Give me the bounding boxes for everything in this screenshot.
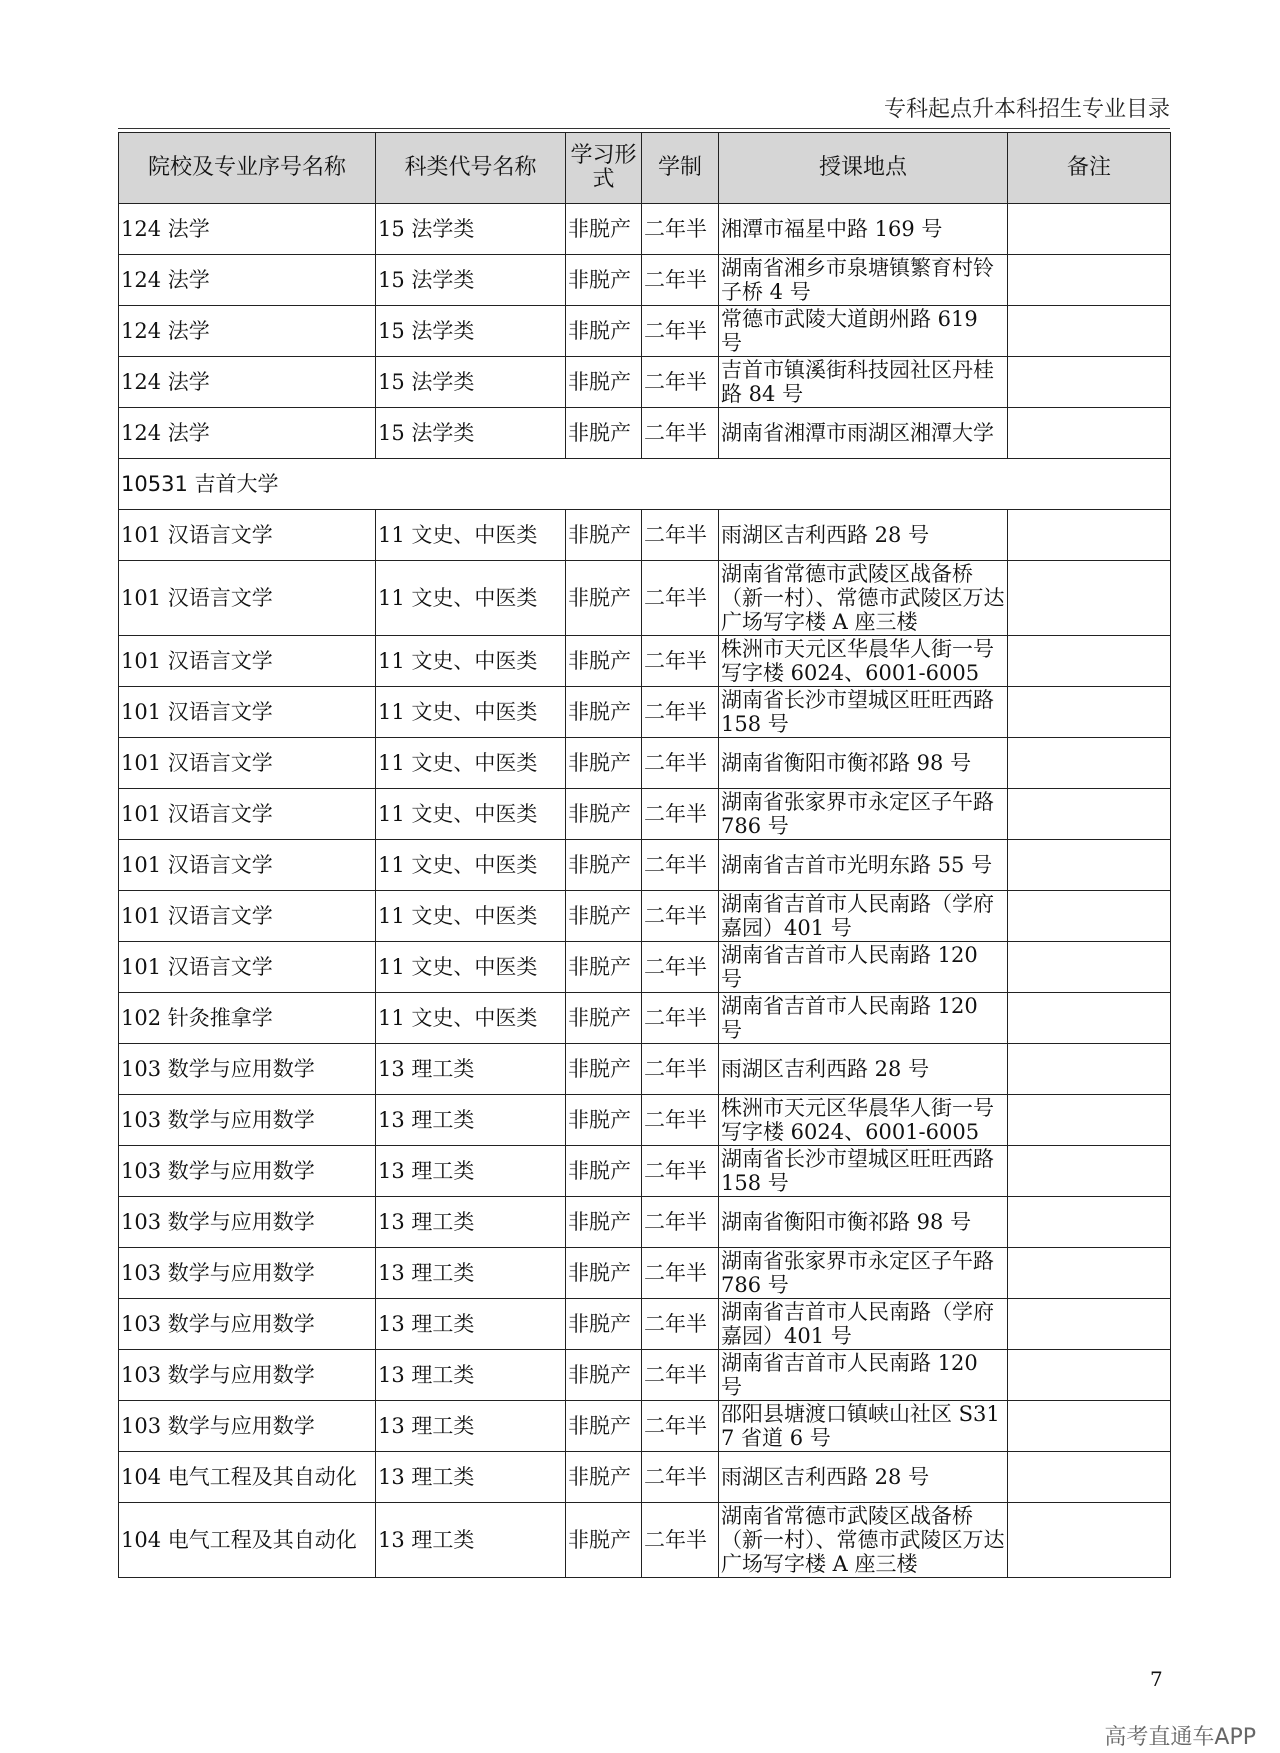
cell-category: 13 理工类 <box>376 1401 566 1452</box>
cell-major: 101 汉语言文学 <box>119 789 376 840</box>
col-header-duration: 学制 <box>642 133 719 204</box>
cell-duration: 二年半 <box>642 1044 719 1095</box>
cell-category: 15 法学类 <box>376 408 566 459</box>
table-row <box>119 1350 1171 1401</box>
table-body <box>119 204 1171 1578</box>
table-row <box>119 1095 1171 1146</box>
cell-mode: 非脱产 <box>566 636 642 687</box>
cell-note <box>1008 1197 1171 1248</box>
enrollment-table <box>118 132 1171 1578</box>
cell-duration: 二年半 <box>642 1401 719 1452</box>
cell-note <box>1008 1095 1171 1146</box>
cell-location: 湖南省张家界市永定区子午路 786 号 <box>719 789 1008 840</box>
cell-note <box>1008 891 1171 942</box>
cell-location: 湖南省吉首市人民南路（学府嘉园）401 号 <box>719 1299 1008 1350</box>
table-row <box>119 510 1171 561</box>
cell-note <box>1008 1503 1171 1578</box>
cell-major: 101 汉语言文学 <box>119 942 376 993</box>
cell-duration: 二年半 <box>642 255 719 306</box>
cell-major: 103 数学与应用数学 <box>119 1248 376 1299</box>
cell-mode: 非脱产 <box>566 1299 642 1350</box>
cell-duration: 二年半 <box>642 1350 719 1401</box>
cell-note <box>1008 738 1171 789</box>
cell-location: 湖南省张家界市永定区子午路 786 号 <box>719 1248 1008 1299</box>
cell-mode: 非脱产 <box>566 1044 642 1095</box>
cell-category: 15 法学类 <box>376 255 566 306</box>
cell-mode: 非脱产 <box>566 1095 642 1146</box>
cell-location: 湖南省长沙市望城区旺旺西路 158 号 <box>719 1146 1008 1197</box>
cell-category: 13 理工类 <box>376 1452 566 1503</box>
cell-mode: 非脱产 <box>566 942 642 993</box>
table-row <box>119 1401 1171 1452</box>
cell-category: 11 文史、中医类 <box>376 738 566 789</box>
table-row <box>119 1146 1171 1197</box>
cell-location: 吉首市镇溪街科技园社区丹桂路 84 号 <box>719 357 1008 408</box>
cell-duration: 二年半 <box>642 357 719 408</box>
table-row <box>119 1044 1171 1095</box>
cell-duration: 二年半 <box>642 510 719 561</box>
cell-note <box>1008 1248 1171 1299</box>
col-header-mode: 学习形式 <box>566 133 642 204</box>
cell-note <box>1008 1401 1171 1452</box>
cell-category: 11 文史、中医类 <box>376 942 566 993</box>
col-header-location: 授课地点 <box>719 133 1008 204</box>
cell-note <box>1008 408 1171 459</box>
cell-duration: 二年半 <box>642 1299 719 1350</box>
cell-category: 11 文史、中医类 <box>376 891 566 942</box>
table-row <box>119 357 1171 408</box>
cell-major: 104 电气工程及其自动化 <box>119 1503 376 1578</box>
cell-duration: 二年半 <box>642 1095 719 1146</box>
page-number: 7 <box>1150 1667 1163 1691</box>
cell-note <box>1008 306 1171 357</box>
table-row <box>119 636 1171 687</box>
table-row <box>119 1299 1171 1350</box>
cell-major: 103 数学与应用数学 <box>119 1197 376 1248</box>
cell-duration: 二年半 <box>642 204 719 255</box>
cell-major: 103 数学与应用数学 <box>119 1401 376 1452</box>
header-rule <box>118 128 1170 129</box>
cell-mode: 非脱产 <box>566 408 642 459</box>
cell-location: 湖南省吉首市光明东路 55 号 <box>719 840 1008 891</box>
cell-note <box>1008 561 1171 636</box>
table-row <box>119 993 1171 1044</box>
table-row <box>119 891 1171 942</box>
cell-mode: 非脱产 <box>566 510 642 561</box>
cell-note <box>1008 1044 1171 1095</box>
cell-category: 13 理工类 <box>376 1503 566 1578</box>
cell-location: 常德市武陵大道朗州路 619 号 <box>719 306 1008 357</box>
cell-location: 邵阳县塘渡口镇峡山社区 S317 省道 6 号 <box>719 1401 1008 1452</box>
cell-major: 124 法学 <box>119 255 376 306</box>
cell-note <box>1008 1299 1171 1350</box>
cell-category: 11 文史、中医类 <box>376 636 566 687</box>
cell-note <box>1008 687 1171 738</box>
cell-major: 101 汉语言文学 <box>119 840 376 891</box>
cell-category: 13 理工类 <box>376 1248 566 1299</box>
cell-location: 湖南省长沙市望城区旺旺西路 158 号 <box>719 687 1008 738</box>
cell-mode: 非脱产 <box>566 738 642 789</box>
cell-major: 103 数学与应用数学 <box>119 1299 376 1350</box>
table-row <box>119 1197 1171 1248</box>
table-row <box>119 204 1171 255</box>
school-row <box>119 459 1171 510</box>
cell-major: 103 数学与应用数学 <box>119 1350 376 1401</box>
table-row <box>119 738 1171 789</box>
cell-mode: 非脱产 <box>566 1452 642 1503</box>
table-row <box>119 1503 1171 1578</box>
table-row <box>119 1452 1171 1503</box>
cell-note <box>1008 840 1171 891</box>
cell-mode: 非脱产 <box>566 1248 642 1299</box>
cell-mode: 非脱产 <box>566 255 642 306</box>
cell-category: 13 理工类 <box>376 1197 566 1248</box>
cell-duration: 二年半 <box>642 636 719 687</box>
cell-category: 11 文史、中医类 <box>376 561 566 636</box>
cell-duration: 二年半 <box>642 1503 719 1578</box>
cell-location: 湖南省湘潭市雨湖区湘潭大学 <box>719 408 1008 459</box>
cell-mode: 非脱产 <box>566 1146 642 1197</box>
table-header-row <box>119 133 1171 204</box>
cell-duration: 二年半 <box>642 1197 719 1248</box>
cell-location: 湖南省湘乡市泉塘镇繁育村铃子桥 4 号 <box>719 255 1008 306</box>
cell-mode: 非脱产 <box>566 357 642 408</box>
cell-duration: 二年半 <box>642 1146 719 1197</box>
cell-mode: 非脱产 <box>566 687 642 738</box>
table-row <box>119 789 1171 840</box>
table-row <box>119 1248 1171 1299</box>
cell-mode: 非脱产 <box>566 1197 642 1248</box>
cell-category: 13 理工类 <box>376 1044 566 1095</box>
cell-location: 湘潭市福星中路 169 号 <box>719 204 1008 255</box>
cell-category: 11 文史、中医类 <box>376 687 566 738</box>
cell-mode: 非脱产 <box>566 1503 642 1578</box>
cell-category: 11 文史、中医类 <box>376 993 566 1044</box>
cell-major: 124 法学 <box>119 408 376 459</box>
cell-major: 101 汉语言文学 <box>119 636 376 687</box>
cell-category: 13 理工类 <box>376 1350 566 1401</box>
cell-category: 15 法学类 <box>376 357 566 408</box>
cell-duration: 二年半 <box>642 1248 719 1299</box>
cell-location: 湖南省衡阳市衡祁路 98 号 <box>719 1197 1008 1248</box>
cell-major: 101 汉语言文学 <box>119 891 376 942</box>
cell-location: 株洲市天元区华晨华人街一号写字楼 6024、6001-6005 <box>719 636 1008 687</box>
table-row <box>119 840 1171 891</box>
cell-location: 雨湖区吉利西路 28 号 <box>719 510 1008 561</box>
cell-note <box>1008 1452 1171 1503</box>
cell-note <box>1008 204 1171 255</box>
cell-mode: 非脱产 <box>566 1401 642 1452</box>
cell-note <box>1008 1146 1171 1197</box>
cell-mode: 非脱产 <box>566 840 642 891</box>
table-row <box>119 687 1171 738</box>
cell-category: 13 理工类 <box>376 1095 566 1146</box>
cell-location: 湖南省衡阳市衡祁路 98 号 <box>719 738 1008 789</box>
table-row <box>119 408 1171 459</box>
cell-duration: 二年半 <box>642 840 719 891</box>
cell-major: 101 汉语言文学 <box>119 738 376 789</box>
cell-category: 15 法学类 <box>376 204 566 255</box>
cell-duration: 二年半 <box>642 891 719 942</box>
cell-mode: 非脱产 <box>566 306 642 357</box>
cell-duration: 二年半 <box>642 408 719 459</box>
cell-duration: 二年半 <box>642 942 719 993</box>
table-row <box>119 561 1171 636</box>
col-header-major: 院校及专业序号名称 <box>119 133 376 204</box>
cell-major: 104 电气工程及其自动化 <box>119 1452 376 1503</box>
cell-location: 湖南省常德市武陵区战备桥（新一村）、常德市武陵区万达广场写字楼 A 座三楼 <box>719 561 1008 636</box>
col-header-category: 科类代号名称 <box>376 133 566 204</box>
school-name: 10531 吉首大学 <box>119 459 1171 510</box>
cell-major: 102 针灸推拿学 <box>119 993 376 1044</box>
page-header: 专科起点升本科招生专业目录 <box>883 97 1170 122</box>
cell-mode: 非脱产 <box>566 1350 642 1401</box>
cell-duration: 二年半 <box>642 687 719 738</box>
cell-note <box>1008 636 1171 687</box>
cell-category: 11 文史、中医类 <box>376 510 566 561</box>
cell-duration: 二年半 <box>642 789 719 840</box>
cell-note <box>1008 942 1171 993</box>
table-row <box>119 255 1171 306</box>
cell-major: 124 法学 <box>119 357 376 408</box>
cell-note <box>1008 255 1171 306</box>
cell-category: 15 法学类 <box>376 306 566 357</box>
cell-major: 101 汉语言文学 <box>119 687 376 738</box>
cell-major: 101 汉语言文学 <box>119 510 376 561</box>
table-row <box>119 306 1171 357</box>
cell-location: 湖南省吉首市人民南路 120 号 <box>719 942 1008 993</box>
cell-category: 13 理工类 <box>376 1146 566 1197</box>
cell-location: 雨湖区吉利西路 28 号 <box>719 1044 1008 1095</box>
cell-note <box>1008 789 1171 840</box>
cell-location: 湖南省常德市武陵区战备桥（新一村）、常德市武陵区万达广场写字楼 A 座三楼 <box>719 1503 1008 1578</box>
cell-note <box>1008 993 1171 1044</box>
cell-mode: 非脱产 <box>566 993 642 1044</box>
cell-mode: 非脱产 <box>566 789 642 840</box>
cell-duration: 二年半 <box>642 1452 719 1503</box>
cell-duration: 二年半 <box>642 306 719 357</box>
cell-location: 湖南省吉首市人民南路 120 号 <box>719 1350 1008 1401</box>
cell-major: 103 数学与应用数学 <box>119 1095 376 1146</box>
cell-location: 湖南省吉首市人民南路 120 号 <box>719 993 1008 1044</box>
cell-mode: 非脱产 <box>566 204 642 255</box>
cell-category: 11 文史、中医类 <box>376 789 566 840</box>
cell-major: 103 数学与应用数学 <box>119 1044 376 1095</box>
cell-mode: 非脱产 <box>566 891 642 942</box>
table-row <box>119 942 1171 993</box>
cell-major: 101 汉语言文学 <box>119 561 376 636</box>
cell-location: 湖南省吉首市人民南路（学府嘉园）401 号 <box>719 891 1008 942</box>
col-header-note: 备注 <box>1008 133 1171 204</box>
watermark: 高考直通车APP <box>1104 1725 1256 1750</box>
cell-major: 124 法学 <box>119 306 376 357</box>
cell-major: 124 法学 <box>119 204 376 255</box>
cell-category: 11 文史、中医类 <box>376 840 566 891</box>
cell-location: 株洲市天元区华晨华人街一号写字楼 6024、6001-6005 <box>719 1095 1008 1146</box>
cell-note <box>1008 510 1171 561</box>
cell-duration: 二年半 <box>642 561 719 636</box>
cell-duration: 二年半 <box>642 738 719 789</box>
cell-location: 雨湖区吉利西路 28 号 <box>719 1452 1008 1503</box>
cell-category: 13 理工类 <box>376 1299 566 1350</box>
cell-note <box>1008 1350 1171 1401</box>
cell-mode: 非脱产 <box>566 561 642 636</box>
cell-duration: 二年半 <box>642 993 719 1044</box>
cell-note <box>1008 357 1171 408</box>
cell-major: 103 数学与应用数学 <box>119 1146 376 1197</box>
